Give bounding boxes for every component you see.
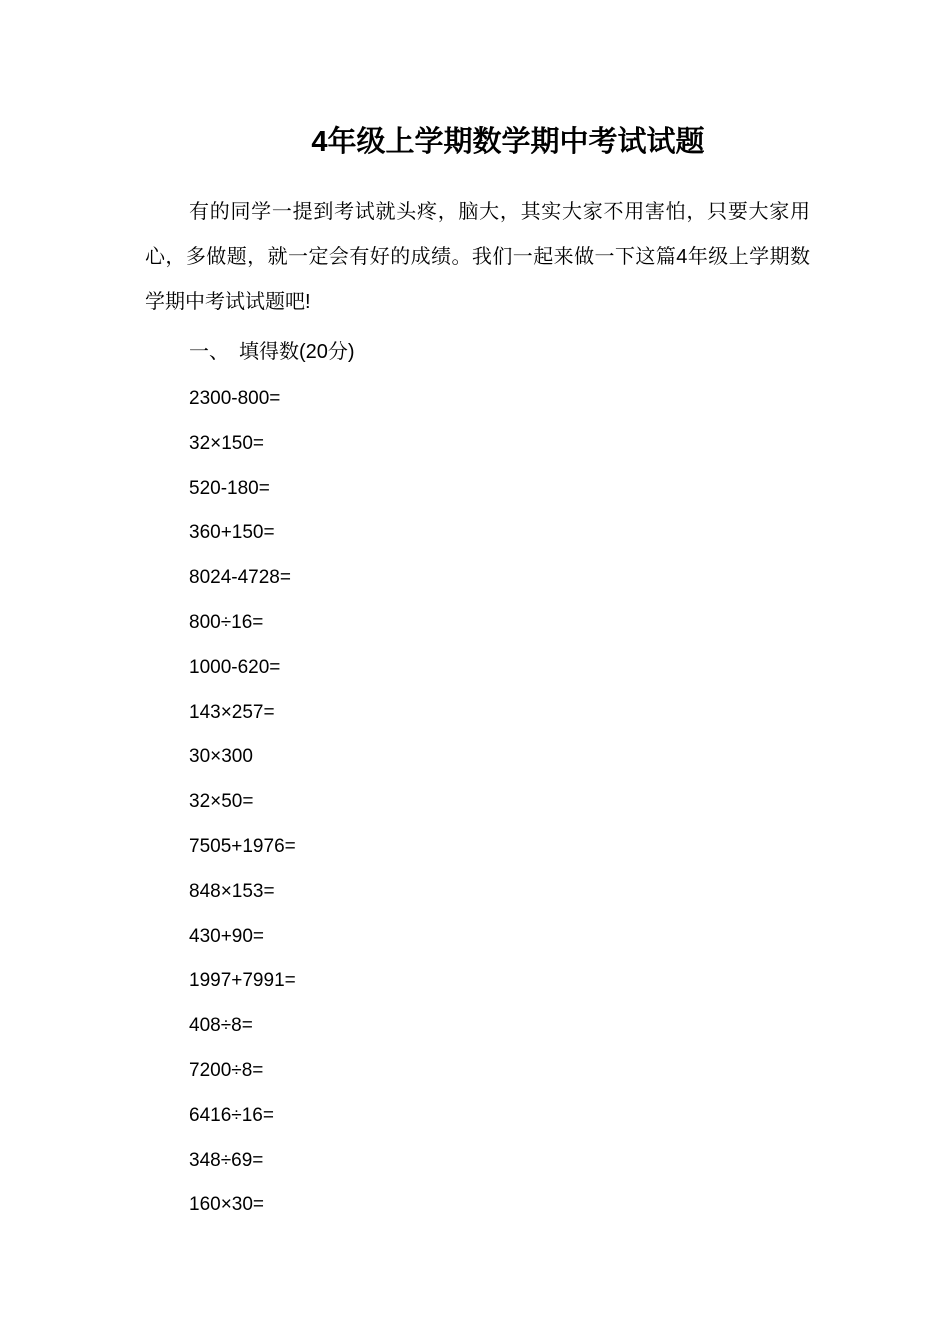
section-number: 一、 [189,341,229,363]
problem-item: 408÷8= [189,1015,253,1037]
problem-item: 1997+7991= [189,970,296,992]
section-heading [189,336,355,368]
problem-item: 430+90= [189,925,265,947]
problem-item: 143×257= [189,701,275,723]
problem-item: 32×50= [189,791,254,813]
problem-item: 7200÷8= [189,1059,264,1081]
problem-list [189,384,296,1235]
problem-item: 348÷69= [189,1149,264,1171]
problem-item: 160×30= [189,1194,265,1216]
problem-item: 2300-800= [189,388,281,409]
problem-item: 360+150= [189,522,275,544]
problem-item: 6416÷16= [189,1104,274,1126]
problem-item: 848×153= [189,880,275,902]
section-title: 填得数(20分) [239,341,355,363]
document-title: 4年级上学期数学期中考试试题 [311,126,705,158]
problem-item: 30×300 [189,746,253,768]
problem-item: 7505+1976= [189,835,296,857]
problem-item: 8024-4728= [189,567,291,589]
intro-paragraph: 有的同学一提到考试就头疼，脑大，其实大家不用害怕，只要大家用心，多做题，就一定会有好的成绩。我们一起来做一下这篇4年级上学期数学期中考试试题吧! [145,201,810,313]
problem-item: 520-180= [189,477,270,499]
problem-item: 800÷16= [189,611,264,633]
problem-item: 32×150= [189,432,265,454]
problem-item: 1000-620= [189,656,281,678]
